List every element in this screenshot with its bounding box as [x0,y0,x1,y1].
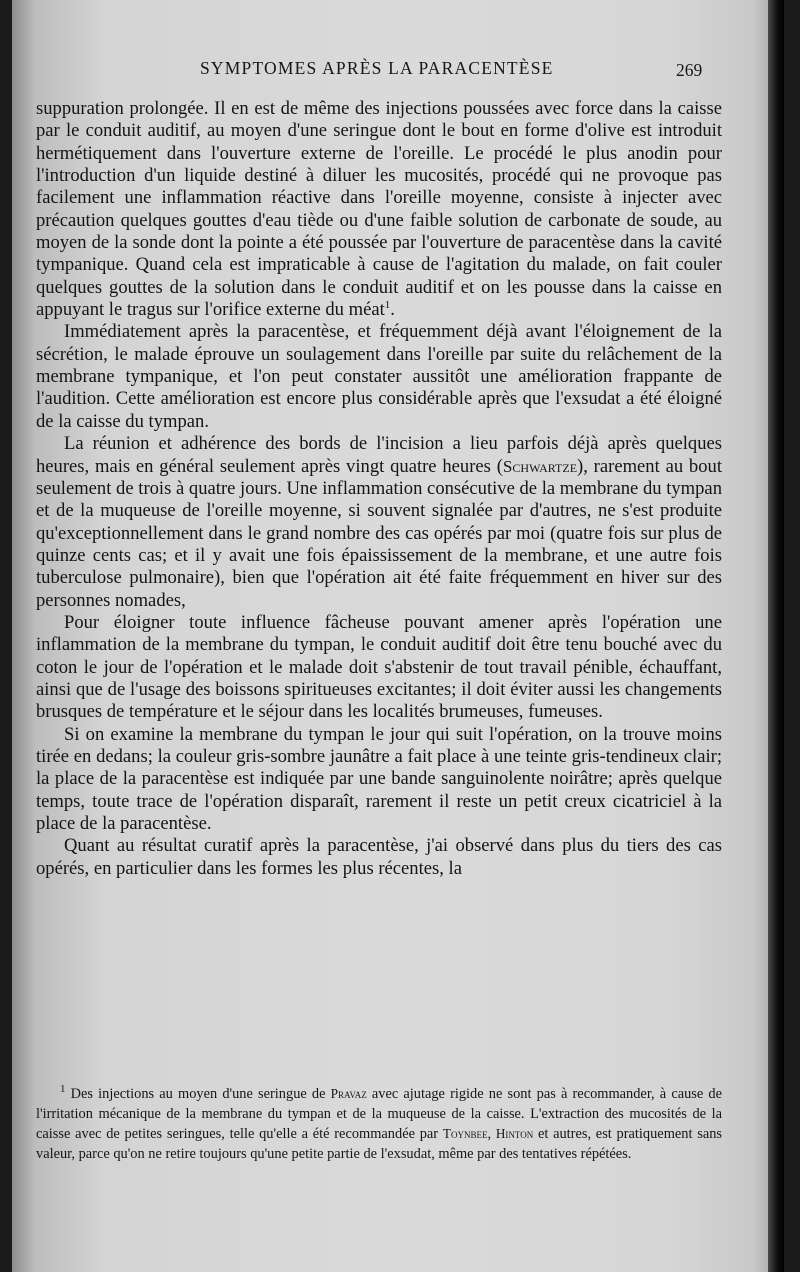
paragraph-3-text-before: La réunion et adhérence des bords de l'incision a lieu parfois déjà après quelques heures, mais en général seulement après vingt quatre heures ( [36,433,722,477]
paragraph-3-text-after: ), rarement au bout seulement de trois à quatre jours. Une inflammation consécutive de la membrane du tympan et de la muqueuse de l'oreille moyenne, si souvent signalée par d'autres, ne s'est produite qu'exceptionnellement dans le grand nombre des cas opérés par moi (quatre fois sur plus de quinze cents cas; et il y avait une fois épaississement de la membrane, et une autre fois tuberculose pulmonaire), bien que l'opération ait été faite fréquemment en hiver sur des personnes nomades, [36,455,722,611]
footnote-marker: 1 [60,1083,66,1096]
page-edge-shadow [768,0,784,1272]
paragraph-1-tail: . [390,299,395,321]
footnote-1 [36,1084,722,1164]
body-text [36,98,722,880]
paragraph-1 [36,98,722,321]
paragraph-1-text: suppuration prolongée. Il en est de même des injections poussées avec force dans la caisse par le conduit auditif, au moyen d'une seringue dont le bout en forme d'olive est introduit hermétiquement dans l'ouverture externe de l'oreille. Le procédé le plus anodin pour l'introduction d'un liquide destiné à diluer les mucosités, procédé qui ne provoque pas facilement une inflammation réactive dans l'oreille moyenne, consiste à injecter avec précaution quelques gouttes d'eau tiède ou d'une faible solution de carbonate de soude, au moyen de la sonde dont la pointe a été poussée par l'ouverture de paracentèse dans la cavité tympanique. Quand cela est impraticable à cause de l'agitation du malade, on fait couler quelques gouttes de la solution dans le conduit auditif et on les pousse dans la caisse en appuyant le tragus sur l'orifice externe du méat [36,98,722,321]
footnotes [36,1084,722,1164]
paragraph-2: Immédiatement après la paracentèse, et fréquemment déjà avant l'éloignement de la sécrétion, le malade éprouve un soulagement dans l'oreille par suite du relâchement de la membrane tympanique, et l'on peut constater aussitôt une amélioration frappante de l'audition. Cette amélioration est encore plus considérable après que l'exsudat a été éloigné de la caisse du tympan. [36,321,722,432]
author-name-pravaz: Pravaz [330,1086,367,1101]
book-page [12,0,784,1272]
footnote-reference: 1 [384,298,391,311]
running-title: SYMPTOMES APRÈS LA PARACENTÈSE [200,58,554,78]
paragraph-6: Quant au résultat curatif après la paracentèse, j'ai observé dans plus du tiers des cas opérés, en particulier dans les formes les plus récentes, la [36,835,722,879]
paragraph-4: Pour éloigner toute influence fâcheuse pouvant amener après l'opération une inflammation de la membrane du tympan, le conduit auditif doit être tenu bouché avec du coton le jour de l'opération et le malade doit s'abstenir de tout travail pénible, échauffant, ainsi que de l'usage des boissons spiritueuses excitantes; il doit éviter aussi les changements brusques de température et le séjour dans les localités brumeuses, fumeuses. [36,611,722,723]
footnote-text-1: Des injections au moyen d'une seringue de [65,1086,331,1102]
footnote-text-2: avec ajutage rigide ne sont pas à recommander, à cause de l'irritation mécanique de la membrane du tympan et de la muqueuse de la caisse. L'extraction des mucosités de la caisse avec de petites seringues, telle qu'elle a été recommandée par [36,1086,723,1143]
page-header [12,58,784,88]
paragraph-3 [36,433,722,612]
footnote-text-4: et autres, est pratiquement sans valeur, parce qu'on ne retire toujours qu'une petite partie de l'exsudat, même par des tentatives répétées. [36,1126,722,1162]
author-name-hinton: Hinton [495,1126,534,1142]
footnote-text-3: , [487,1126,496,1143]
paragraph-5: Si on examine la membrane du tympan le jour qui suit l'opération, on la trouve moins tirée en dedans; la couleur gris-sombre jaunâtre a fait place à une teinte gris-tendineux clair; la place de la paracentèse est indiquée par une bande sanguinolente noirâtre; après quelque temps, toute trace de l'opération disparaît, rarement il reste un petit creux cicatriciel à la place de la paracentèse. [36,723,722,834]
author-name-toynbee: Toynbee [442,1126,488,1142]
page-number: 269 [676,60,703,80]
author-name-schwartze: Schwartze [502,456,578,476]
